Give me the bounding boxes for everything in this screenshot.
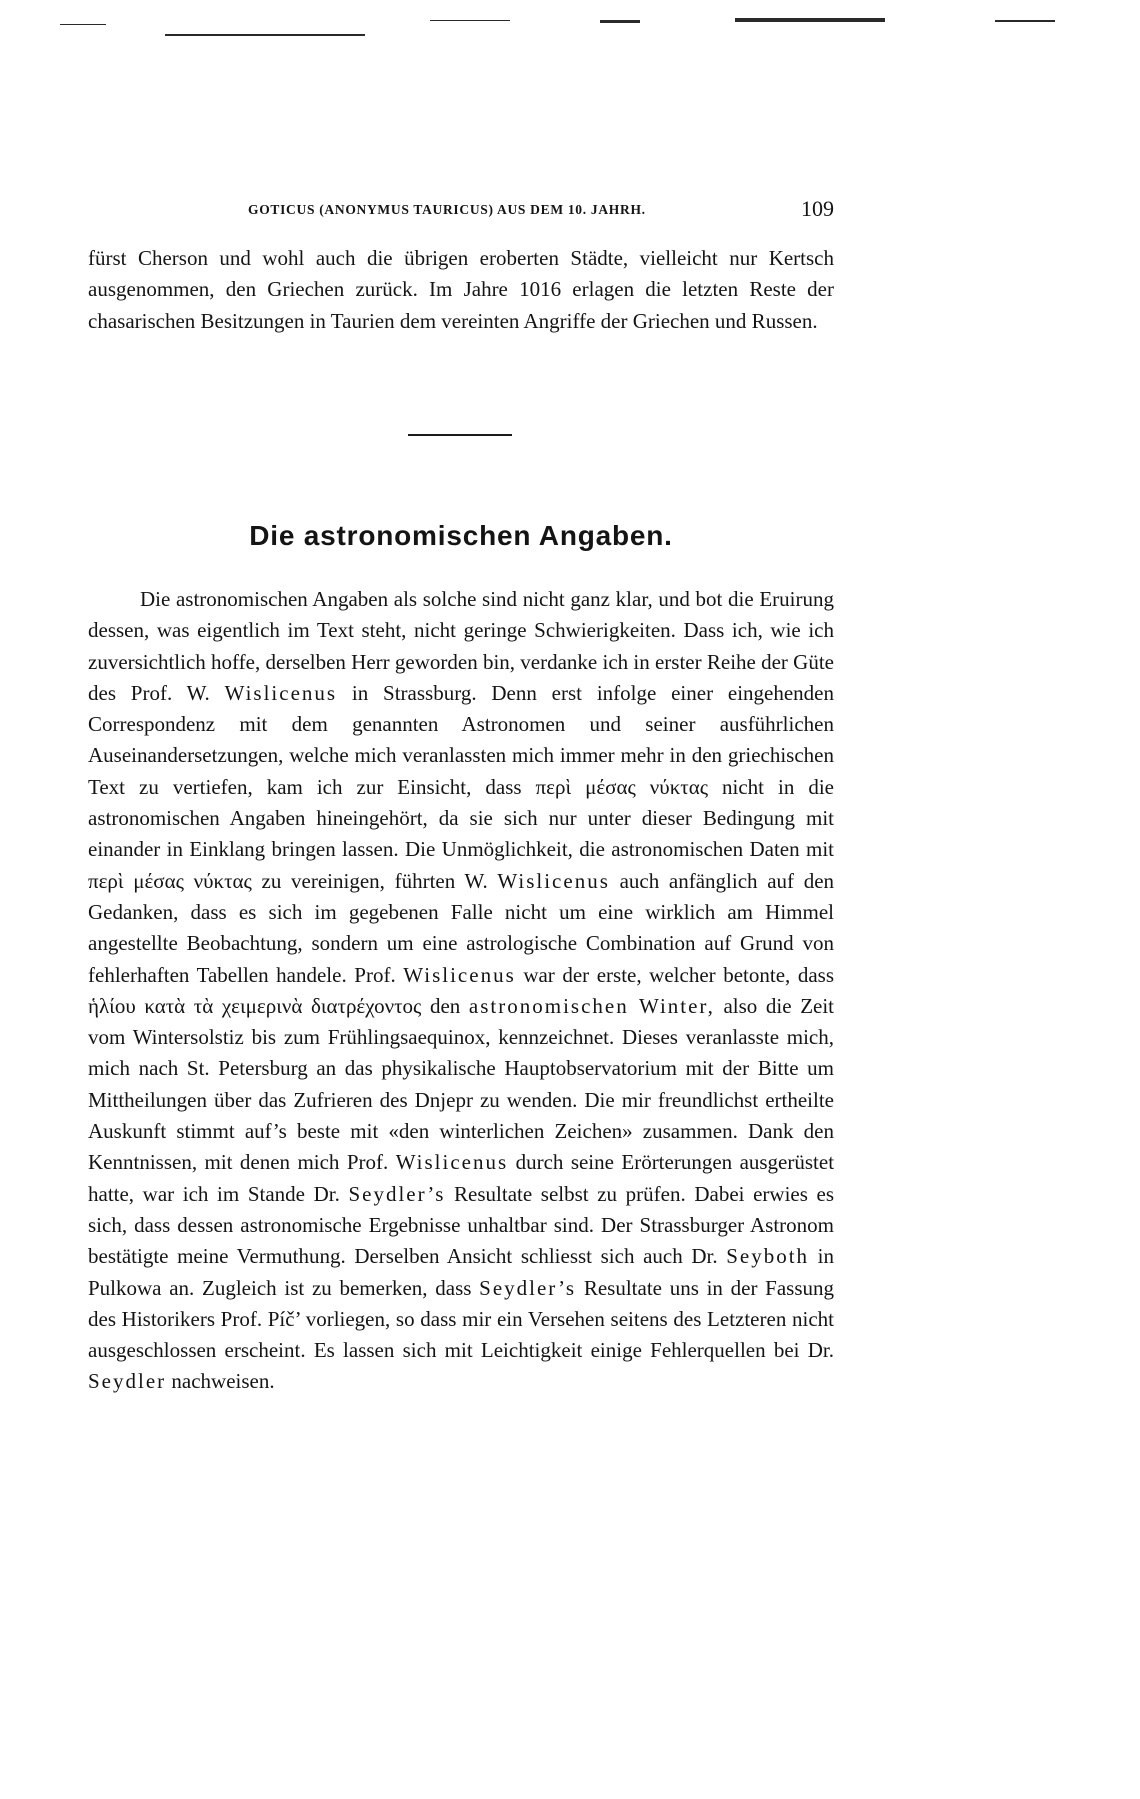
spaced-name: Wislicenus: [497, 868, 610, 893]
section-heading: Die astronomischen Angaben.: [249, 520, 673, 551]
paragraph-text: also die Zeit vom Wintersolstiz bis zum Frühlingsaequinox, kennzeichnet. Dieses veranlasste mich, mich nach St. Petersburg an das physikalische Hauptobservatorium mit der Bitte um Mittheilungen über das Zufrieren des Dnjepr zu wenden. Die mir freundlichst ertheilte Auskunft stimmt auf’s beste mit «den winterlichen Zeichen» zusammen. Dank den Kenntnissen, mit denen mich Prof.: [88, 993, 835, 1175]
spaced-name: Seyboth: [726, 1244, 810, 1269]
scan-artifact: [165, 34, 365, 36]
scan-artifact: [995, 20, 1055, 22]
page-number: 109: [801, 196, 834, 221]
running-title: GOTICUS (ANONYMUS TAURICUS) AUS DEM 10. JAHRH.: [248, 202, 646, 217]
spaced-name: Wislicenus: [224, 680, 338, 705]
paragraph-text: in Strassburg. Denn erst infolge einer eingehenden Correspondenz mit dem genannten Astronomen und seiner ausführlichen Auseinandersetzungen, welche mich veranlassten mich immer mehr in den griechischen Text zu vertiefen, kam ich zur Einsicht, dass περὶ μέσας νύκτας nicht in die astronomischen Angaben hineingehört, da sie sich nur unter dieser Bedingung mit einander in Einklang bringen lassen. Die Unmöglichkeit, die astronomischen Daten mit περὶ μέσας νύκτας zu vereinigen, führten W.: [88, 680, 835, 893]
scan-artifact: [600, 20, 640, 23]
paragraph-text: war der erste, welcher betonte, dass ἡλίου κατὰ τὰ χειμερινὰ διατρέχοντος den: [88, 962, 834, 1018]
scan-artifact: [60, 24, 106, 25]
paragraph-text: auch anfänglich auf den Gedanken, dass es sich im gegebenen Falle nicht um eine wirklich am Himmel angestellte Beobachtung, sondern um eine astrologische Combination auf Grund von fehlerhaften Tabellen handele. Prof.: [88, 868, 835, 987]
continuation-paragraph: fürst Cherson und wohl auch die übrigen eroberten Städte, vielleicht nur Kertsch ausgenommen, den Griechen zurück. Im Jahre 1016 erlagen die letzten Reste der chasarischen Besitzungen in Taurien dem vereinten Angriffe der Griechen und Russen.: [88, 246, 834, 333]
paragraph-text: in Pulkowa an. Zugleich ist zu bemerken, dass: [88, 1244, 835, 1300]
paragraph-text: Die astronomischen Angaben als solche sind nicht ganz klar, und bot die Eruirung dessen, was eigentlich im Text steht, nicht geringe Schwierigkeiten. Dass ich, wie ich zuversichtlich hoffe, derselben Herr geworden bin, verdanke ich in erster Reihe der Güte des Prof. W.: [88, 587, 834, 705]
section-divider: [408, 434, 512, 436]
scan-artifact: [735, 18, 885, 22]
paragraph-text: durch seine Erörterungen ausgerüstet hatte, war ich im Stande Dr.: [88, 1150, 835, 1206]
spaced-name: Seydler: [88, 1369, 167, 1394]
paragraph-text: Resultate uns in der Fassung des Historikers Prof. Píč’ vorliegen, so dass mir ein Versehen seitens des Letzteren nicht ausgeschlossen erscheint. Es lassen sich mit Leichtigkeit einige Fehlerquellen bei Dr.: [88, 1275, 835, 1363]
spaced-name: Seydler’s: [479, 1275, 577, 1300]
paragraph-text: Resultate selbst zu prüfen. Dabei erwies es sich, dass dessen astronomische Ergebnisse unhaltbar sind. Der Strassburger Astronom bestätigte meine Vermuthung. Derselben Ansicht schliesst sich auch Dr.: [88, 1181, 835, 1269]
running-head: [88, 196, 834, 224]
spaced-term: astronomischen Winter,: [468, 993, 715, 1018]
paragraph-text: nachweisen.: [171, 1369, 275, 1394]
spaced-name: Wislicenus: [403, 962, 516, 987]
scan-artifact: [430, 20, 510, 21]
spaced-name: Wislicenus: [395, 1150, 509, 1175]
main-paragraph: [88, 584, 834, 1398]
spaced-name: Seydler’s: [348, 1181, 446, 1206]
